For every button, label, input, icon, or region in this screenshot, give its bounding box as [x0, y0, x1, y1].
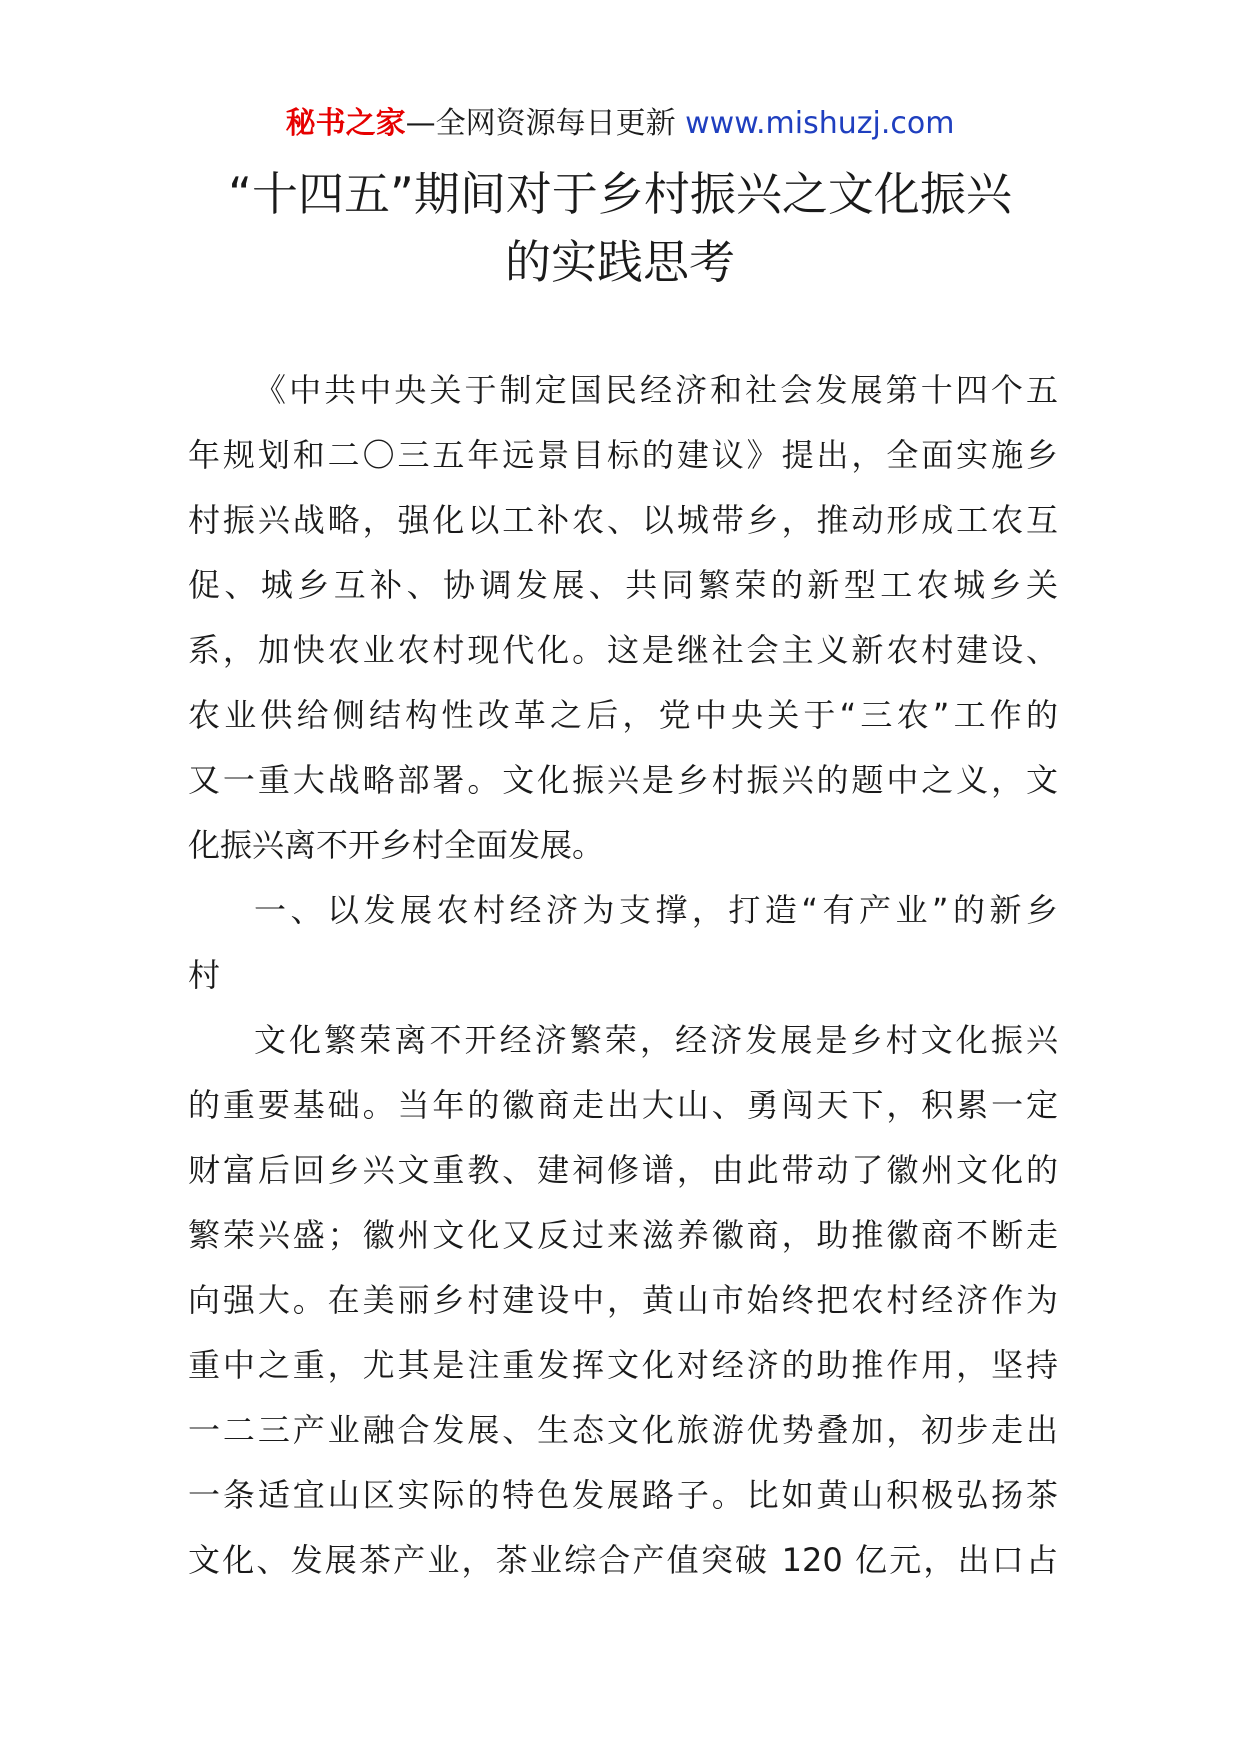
paragraph-line: 又一重大战略部署。文化振兴是乡村振兴的题中之义，文	[188, 761, 1058, 799]
paragraph-line: 文化、发展茶产业，茶业综合产值突破 120 亿元，出口占	[188, 1541, 1058, 1579]
site-url-link[interactable]: www.mishuzj.com	[685, 106, 955, 141]
document-body	[188, 358, 1058, 1593]
site-brand: 秘书之家	[285, 106, 406, 141]
title-line-2: 的实践思考	[505, 235, 735, 289]
site-header	[0, 100, 1240, 148]
paragraph-line: 村振兴战略，强化以工补农、以城带乡，推动形成工农互	[188, 501, 1058, 539]
paragraph-line: 农业供给侧结构性改革之后，党中央关于“三农”工作的	[188, 696, 1058, 734]
paragraph-line: 繁荣兴盛；徽州文化又反过来滋养徽商，助推徽商不断走	[188, 1216, 1058, 1254]
paragraph-line: 化振兴离不开乡村全面发展。	[188, 826, 605, 864]
paragraph-line: 年规划和二〇三五年远景目标的建议》提出，全面实施乡	[188, 436, 1058, 474]
title-line-1: “十四五”期间对于乡村振兴之文化振兴	[228, 167, 1012, 221]
paragraph-line: 重中之重，尤其是注重发挥文化对经济的助推作用，坚持	[188, 1346, 1058, 1384]
paragraph-line: 的重要基础。当年的徽商走出大山、勇闯天下，积累一定	[188, 1086, 1058, 1124]
paragraph-line: 财富后回乡兴文重教、建祠修谱，由此带动了徽州文化的	[188, 1151, 1058, 1189]
paragraph-line: 一条适宜山区实际的特色发展路子。比如黄山积极弘扬茶	[188, 1476, 1058, 1514]
document-title	[120, 160, 1120, 296]
paragraph-line: 促、城乡互补、协调发展、共同繁荣的新型工农城乡关	[188, 566, 1058, 604]
paragraph-line: 向强大。在美丽乡村建设中，黄山市始终把农村经济作为	[188, 1281, 1058, 1319]
site-slogan: —全网资源每日更新	[405, 106, 676, 141]
paragraph-line: 系，加快农业农村现代化。这是继社会主义新农村建设、	[188, 631, 1058, 669]
paragraph-line: 《中共中央关于制定国民经济和社会发展第十四个五	[254, 371, 1058, 409]
section-heading-line: 村	[188, 956, 221, 994]
paragraph-line: 文化繁荣离不开经济繁荣，经济发展是乡村文化振兴	[254, 1021, 1058, 1059]
section-heading-line: 一、以发展农村经济为支撑，打造“有产业”的新乡	[254, 891, 1058, 929]
paragraph-line: 一二三产业融合发展、生态文化旅游优势叠加，初步走出	[188, 1411, 1058, 1449]
